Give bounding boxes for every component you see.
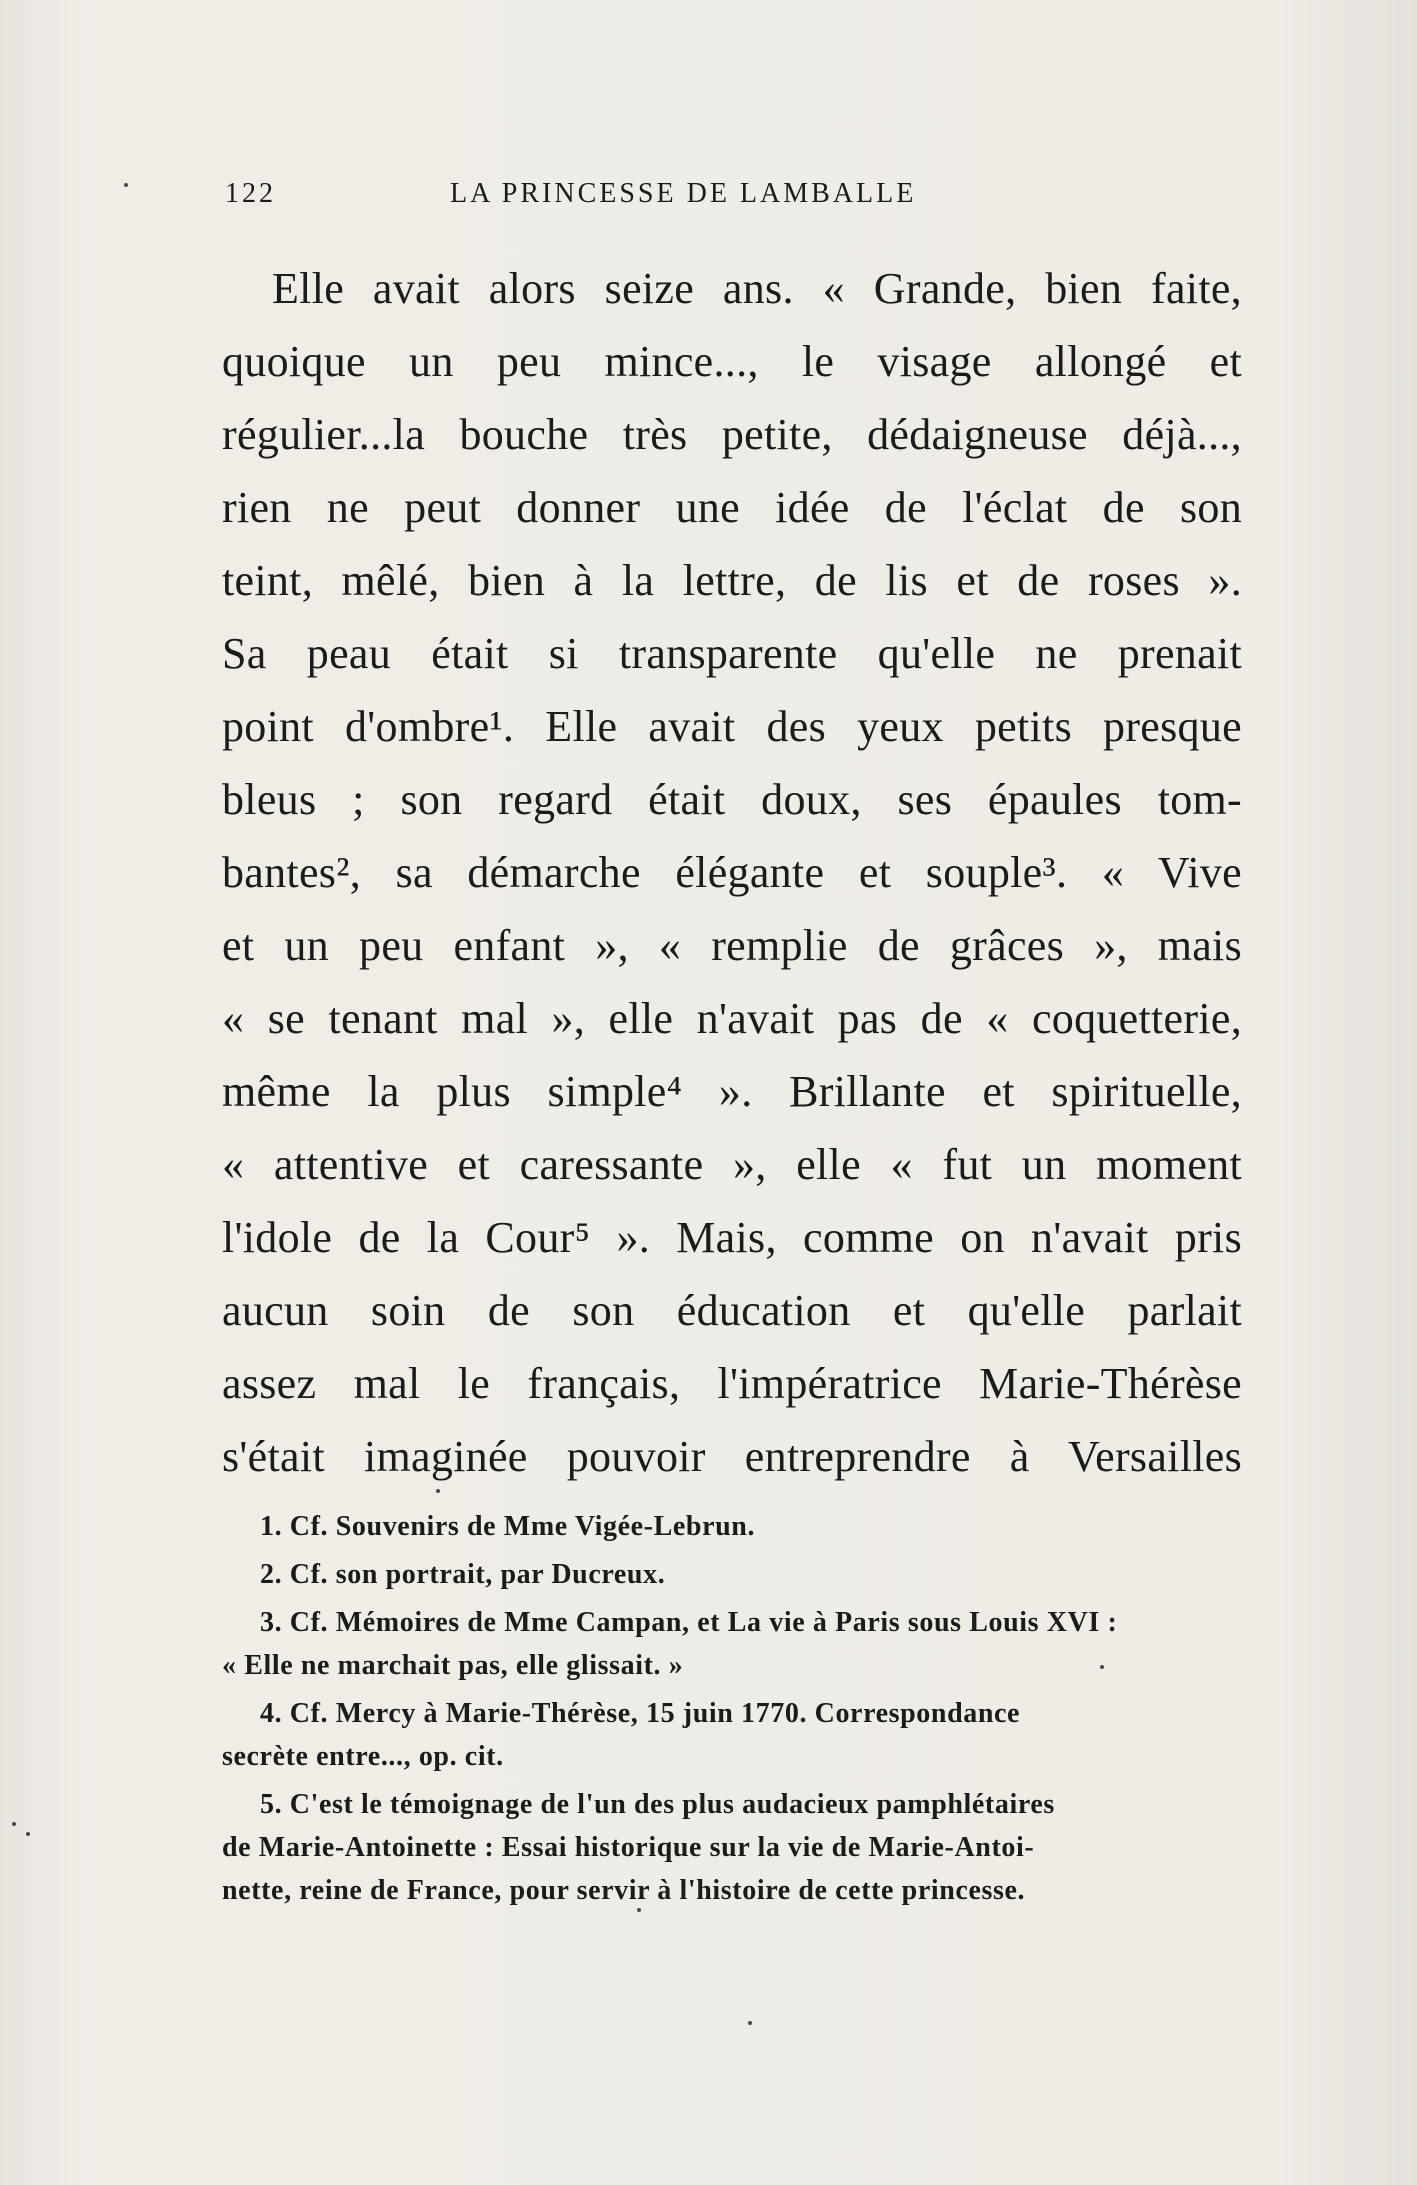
footnote-5 — [222, 1783, 1242, 1912]
page-header — [220, 178, 1020, 222]
footnote-line: de Marie-Antoinette : Essai historique sur la vie de Marie-Antoi- — [222, 1832, 1035, 1863]
paper-speck — [1100, 1665, 1104, 1669]
footnote-line: 5. C'est le témoignage de l'un des plus audacieux pamphlétaires — [260, 1789, 1055, 1820]
body-line: régulier...la bouche très petite, dédaigneuse déjà..., — [222, 410, 1242, 459]
body-line: l'idole de la Cour⁵ ». Mais, comme on n'avait pris — [222, 1213, 1242, 1262]
body-line: s'était imaginée pouvoir entreprendre à Versailles — [222, 1432, 1242, 1481]
body-line: Sa peau était si transparente qu'elle ne prenait — [222, 629, 1242, 678]
body-line: Elle avait alors seize ans. « Grande, bien faite, — [272, 264, 1242, 313]
body-line: et un peu enfant », « remplie de grâces », mais — [222, 921, 1242, 970]
body-line: « se tenant mal », elle n'avait pas de « coquetterie, — [222, 994, 1242, 1043]
footnote-line: 2. Cf. son portrait, par Ducreux. — [260, 1559, 666, 1590]
footnote-line: secrète entre..., op. cit. — [222, 1741, 504, 1772]
paper-speck — [124, 183, 128, 187]
body-line: bantes², sa démarche élégante et souple³. « Vive — [222, 848, 1242, 897]
running-title: LA PRINCESSE DE LAMBALLE — [450, 178, 917, 209]
footnote-line: nette, reine de France, pour servir à l'histoire de cette princesse. — [222, 1875, 1026, 1906]
body-line: point d'ombre¹. Elle avait des yeux petits presque — [222, 702, 1242, 751]
paper-speck — [436, 1489, 440, 1493]
footnote-line: « Elle ne marchait pas, elle glissait. » — [222, 1650, 684, 1681]
body-line: « attentive et caressante », elle « fut un moment — [222, 1140, 1242, 1189]
paper-speck — [12, 1822, 16, 1826]
body-line: teint, mêlé, bien à la lettre, de lis et de roses ». — [222, 556, 1242, 605]
body-text — [222, 252, 1242, 1493]
footnotes — [222, 1505, 1242, 1912]
page-number: 122 — [225, 178, 276, 209]
paper-speck — [748, 2021, 752, 2025]
body-line: bleus ; son regard était doux, ses épaules tom- — [222, 775, 1242, 824]
footnote-line: 1. Cf. Souvenirs de Mme Vigée-Lebrun. — [260, 1511, 756, 1542]
footnote-2 — [222, 1553, 1242, 1596]
paper-speck — [637, 1908, 641, 1912]
footnote-1 — [222, 1505, 1242, 1548]
body-line: rien ne peut donner une idée de l'éclat de son — [222, 483, 1242, 532]
paper-speck — [26, 1832, 30, 1836]
body-line: quoique un peu mince..., le visage allongé et — [222, 337, 1242, 386]
footnote-3 — [222, 1601, 1242, 1687]
body-line: assez mal le français, l'impératrice Marie-Thérèse — [222, 1359, 1242, 1408]
footnote-line: 4. Cf. Mercy à Marie-Thérèse, 15 juin 1770. Correspondance — [260, 1698, 1021, 1729]
body-line: même la plus simple⁴ ». Brillante et spirituelle, — [222, 1067, 1242, 1116]
body-line: aucun soin de son éducation et qu'elle parlait — [222, 1286, 1242, 1335]
footnote-4 — [222, 1692, 1242, 1778]
footnote-line: 3. Cf. Mémoires de Mme Campan, et La vie à Paris sous Louis XVI : — [260, 1607, 1118, 1638]
